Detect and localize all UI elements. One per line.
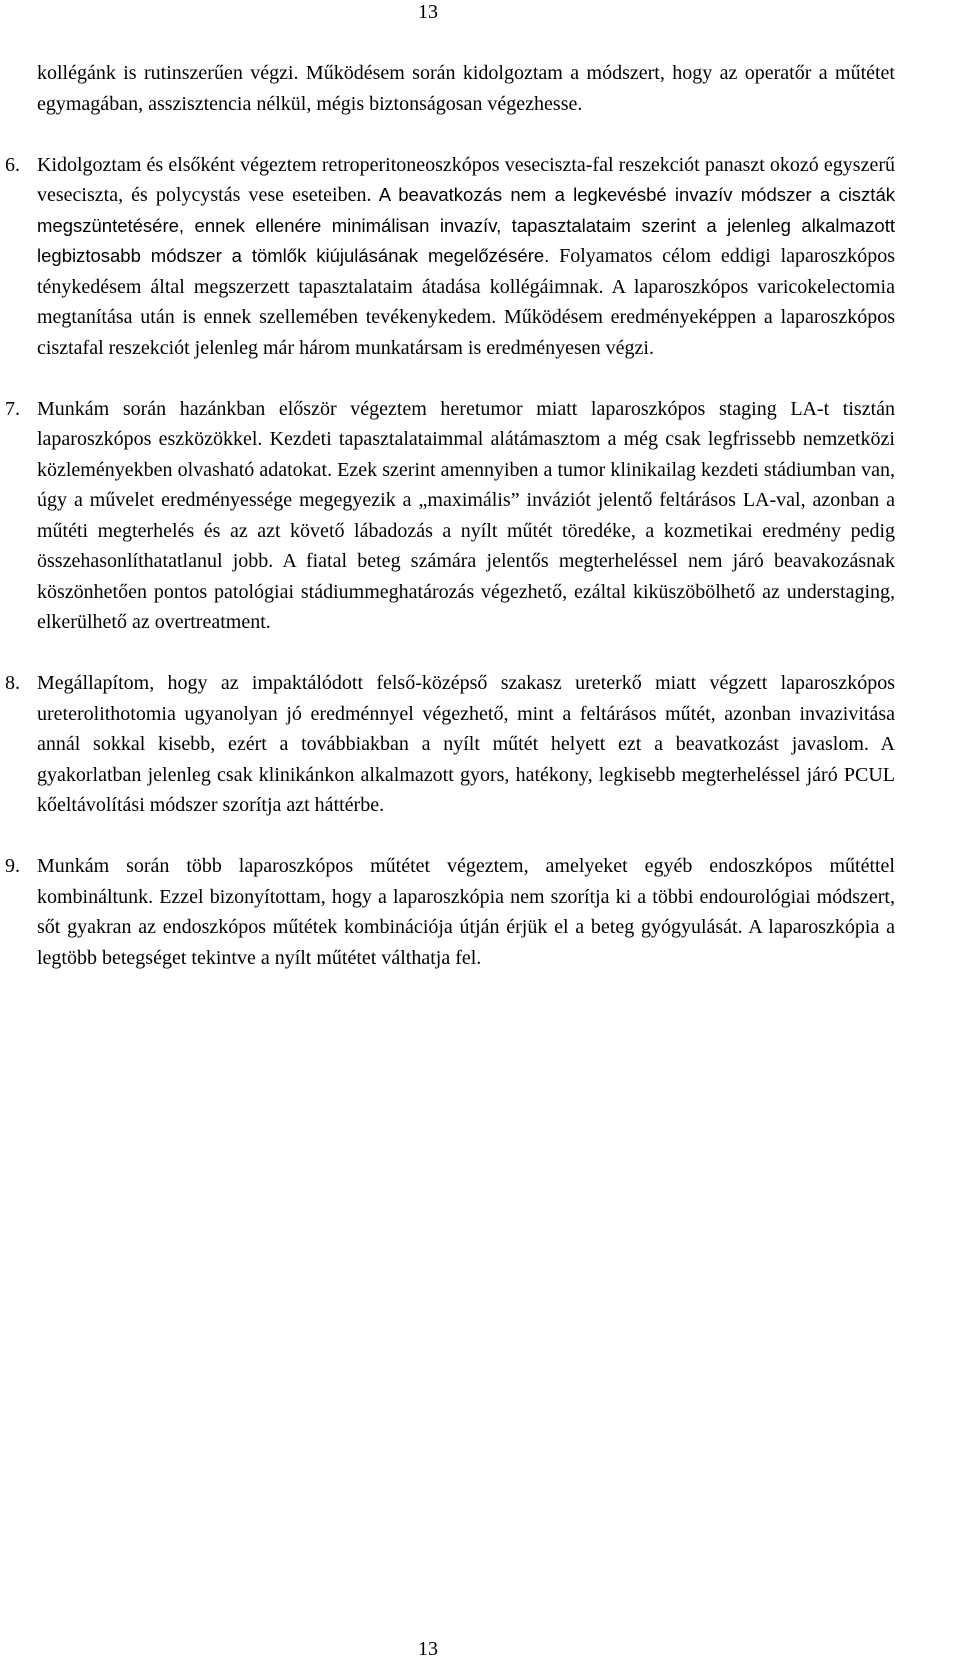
list-item-text-part: Folyamatos célom eddigi laparoszkópos ténykedésem által megszerzett tapasztalataim átadása kollégáimnak. A laparoszkópos varicokelectomia megtanítása után is ennek szellemében tevékenykedem. Működésem eredményeképpen a laparoszkópos cisztafal reszekciót jelenleg már három munkatársam is eredményesen végzi. xyxy=(37,245,895,359)
list-item-number: 6. xyxy=(5,153,20,176)
list-item-text: Munkám során több laparoszkópos műtétet végeztem, amelyeket egyéb endoszkópos műtéttel kombináltunk. Ezzel bizonyítottam, hogy a laparoszkópia nem szorítja ki a többi endourológiai módszert, sőt gyakran az endoszkópos műtétek kombinációja útján érjük el a beteg gyógyulását. A laparoszkópia a legtöbb betegséget tekintve a nyílt műtétet válthatja fel. xyxy=(37,855,895,969)
intro-paragraph: kollégánk is rutinszerűen végzi. Működésem során kidolgoztam a módszert, hogy az operatőr a műtétet egymagában, asszisztencia nélkül, mégis biztonságosan végezhesse. xyxy=(37,62,895,115)
list-item-number: 9. xyxy=(5,855,20,877)
list-item-number: 8. xyxy=(5,672,20,694)
document-body xyxy=(5,58,895,973)
list-item-text-part: Kidolgoztam és elsőként végeztem retroperitoneoszkópos veseciszta-fal reszekciót panaszt okozó egyszerű veseciszta, és polycystás vese eseteiben. xyxy=(37,153,895,206)
list-item-text xyxy=(37,150,895,364)
list-item-9 xyxy=(5,851,895,973)
page-number-bottom: 13 xyxy=(418,1638,438,1660)
list-item-number: 7. xyxy=(5,397,20,420)
list-item-text: Munkám során hazánkban először végeztem heretumor miatt laparoszkópos staging LA-t tisztán laparoszkópos eszközökkel. Kezdeti tapasztalataimmal alátámasztom a még csak legfrissebb nemzetközi közleményekben olvasható adatokat. Ezek szerint amennyiben a tumor klinikailag kezdeti stádiumban van, úgy a művelet eredményessége megegyezik a „maximális” inváziót jelentő feltárásos LA-val, azonban a műtéti megterhelés és az azt követő lábadozás a nyílt műtét töredéke, a kozmetikai eredmény pedig összehasonlíthatatlanul jobb. A fiatal beteg számára jelentős megterheléssel nem járó beavakozásnak köszönhetően pontos patológiai stádiummeghatározás végezhető, ezáltal kiküszöbölhető az understaging, elkerülhető az overtreatment. xyxy=(37,397,895,633)
list-item-6 xyxy=(5,150,895,364)
page-number-top: 13 xyxy=(418,1,438,23)
list-item-text-part: A beavatkozás nem a legkevésbé invazív módszer a ciszták megszüntetésére, ennek ellenére minimálisan invazív, tapasztalataim szerint a jelenleg alkalmazott legbiztosabb módszer a tömlők kiújulásának megelőzésére. xyxy=(37,184,895,266)
list-item-text: Megállapítom, hogy az impaktálódott felső-középső szakasz ureterkő miatt végzett laparoszkópos ureterolithotomia ugyanolyan jó eredménnyel végezhető, mint a feltárásos műtét, azonban invazivitása annál sokkal kisebb, ezért a továbbiakban a nyílt műtét helyett ezt a beavatkozást javaslom. A gyakorlatban jelenleg csak klinikánkon alkalmazott gyors, hatékony, legkisebb megterheléssel járó PCUL kőeltávolítási módszer szorítja azt háttérbe. xyxy=(37,672,895,816)
list-item-8 xyxy=(5,668,895,821)
list-item-7 xyxy=(5,394,895,638)
